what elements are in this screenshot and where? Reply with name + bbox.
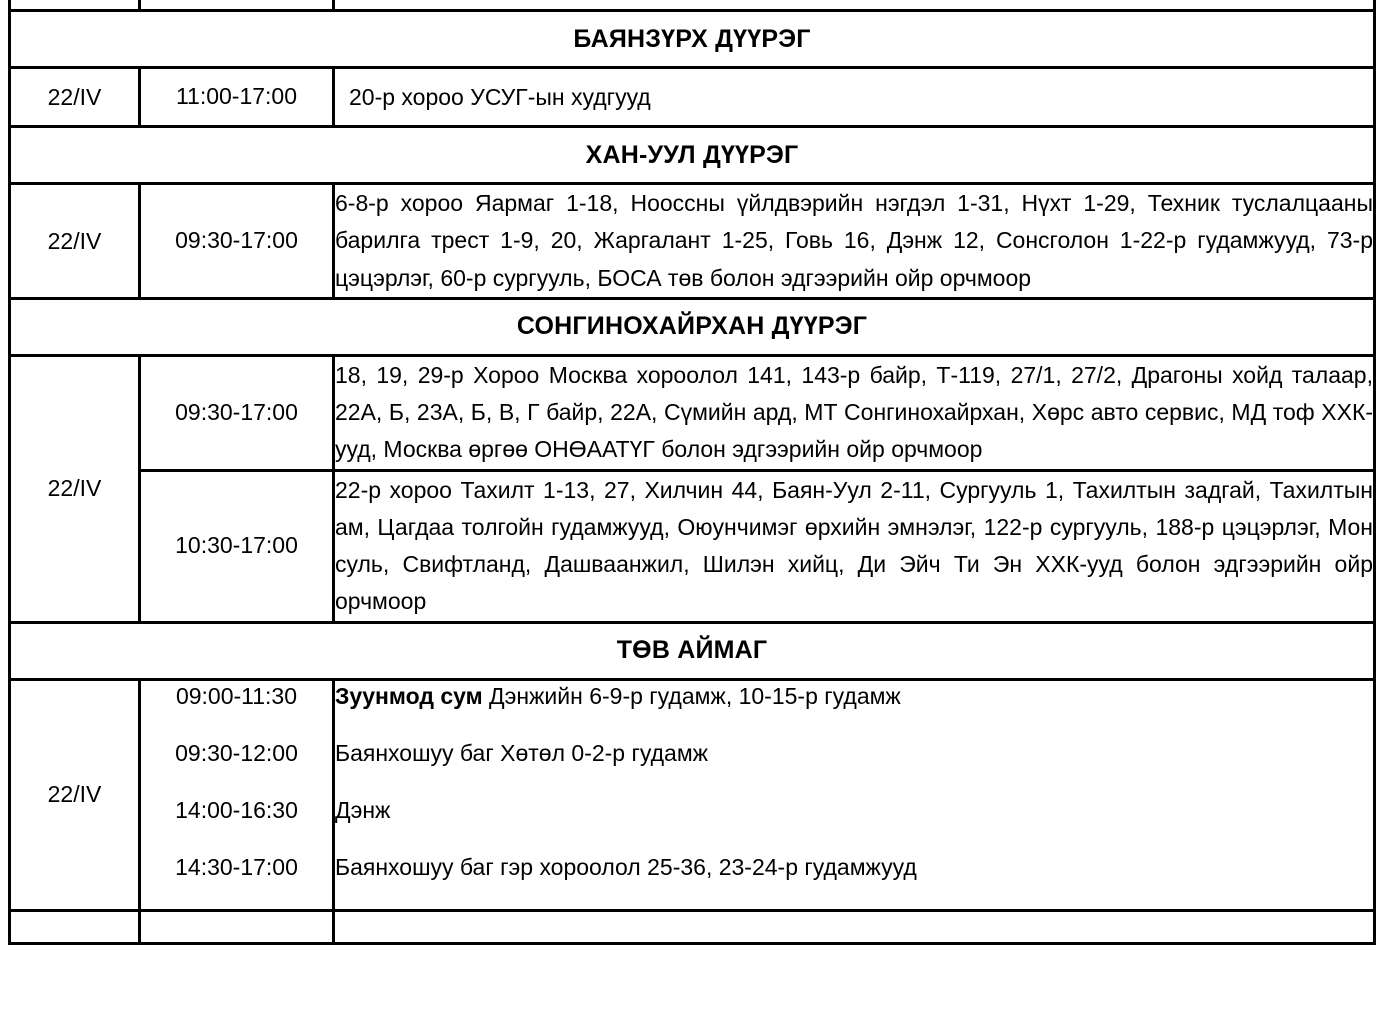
cell-time-partial bbox=[140, 910, 334, 943]
cell-detail: 22-р хороо Тахилт 1-13, 27, Хилчин 44, Баян-Уул 2-11, Сургууль 1, Тахилтын задгай, Тахилтын ам, Цагдаа толгойн гудамжууд, Оюунчимэг өрхийн эмнэлэг, 122-р сургууль, 188-р цэцэрлэг, Мон суль, Свифтланд, Дашваанжил, Шилэн хийц, Ди Эйч Ти Эн ХХК-ууд болон эдгээрийн ойр орчмоор bbox=[334, 470, 1375, 622]
table-row bbox=[10, 470, 1375, 622]
cell-time: 11:00-17:00 bbox=[140, 68, 334, 127]
table-row bbox=[10, 355, 1375, 470]
cell-detail bbox=[335, 738, 1373, 795]
cell-time: 09:00-11:30 bbox=[175, 682, 298, 709]
cell-time-list bbox=[140, 679, 334, 910]
table-row bbox=[10, 184, 1375, 299]
cell-date: 22/IV bbox=[10, 355, 140, 622]
district-header-row-tov-aimag bbox=[10, 622, 1375, 679]
cell-detail bbox=[335, 795, 1373, 852]
location-name: Зуунмод сум bbox=[335, 682, 483, 709]
district-header-row-bayanzurkh bbox=[10, 11, 1375, 68]
cell-date: 22/IV bbox=[10, 184, 140, 299]
cell-detail: 18, 19, 29-р Хороо Москва хороолол 141, 143-р байр, Т-119, 27/1, 27/2, Драгоны хойд талаар, 22А, Б, 23А, Б, В, Г байр, 22А, Сүмийн ард, МТ Сонгинохайрхан, Хөрс авто сервис, МД тоф ХХК-ууд, Москва өргөө ОНӨААТҮГ болон эдгээрийн ойр орчмоор bbox=[334, 355, 1375, 470]
location-streets: Дэнж bbox=[335, 796, 391, 823]
table-row bbox=[10, 679, 1375, 910]
cell-time: 09:30-17:00 bbox=[140, 355, 334, 470]
cell-time: 10:30-17:00 bbox=[140, 470, 334, 622]
outage-schedule-table bbox=[8, 0, 1376, 945]
cell-detail bbox=[335, 681, 1373, 738]
location-streets: Баянхошуу баг Хөтөл 0-2-р гудамж bbox=[335, 739, 709, 766]
table-row bbox=[10, 68, 1375, 127]
district-header-khan-uul: ХАН-УУЛ ДҮҮРЭГ bbox=[10, 127, 1375, 184]
cell-detail-partial bbox=[334, 0, 1375, 11]
cell-date: 22/IV bbox=[10, 68, 140, 127]
cell-time: 14:30-17:00 bbox=[175, 853, 298, 880]
cell-detail: 6-8-р хороо Яармаг 1-18, Нооссны үйлдвэрийн нэгдэл 1-31, Нүхт 1-29, Техник туслалцааны барилга трест 1-9, 20, Жаргалант 1-25, Говь 16, Дэнж 12, Сонсголон 1-22-р гудамжууд, 73-р цэцэрлэг, 60-р сургууль, БОСА төв болон эдгээрийн ойр орчмоор bbox=[334, 184, 1375, 299]
cell-date: 22/IV bbox=[10, 679, 140, 910]
table-row-partial-bottom bbox=[10, 910, 1375, 943]
cell-time: 14:00-16:30 bbox=[175, 796, 298, 823]
cell-time-partial bbox=[140, 0, 334, 11]
district-header-row-songinokhairkhan bbox=[10, 298, 1375, 355]
cell-detail-partial bbox=[334, 910, 1375, 943]
district-header-bayanzurkh: БАЯНЗҮРХ ДҮҮРЭГ bbox=[10, 11, 1375, 68]
location-streets: Дэнжийн 6-9-р гудамж, 10-15-р гудамж bbox=[482, 682, 901, 709]
district-header-tov-aimag: ТӨВ АЙМАГ bbox=[10, 622, 1375, 679]
cell-detail-list bbox=[334, 679, 1375, 910]
cell-time: 09:30-12:00 bbox=[175, 739, 298, 766]
district-header-songinokhairkhan: СОНГИНОХАЙРХАН ДҮҮРЭГ bbox=[10, 298, 1375, 355]
location-streets: Баянхошуу баг гэр хороолол 25-36, 23-24-р гудамжууд bbox=[335, 853, 917, 880]
cell-time: 09:30-17:00 bbox=[140, 184, 334, 299]
district-header-row-khan-uul bbox=[10, 127, 1375, 184]
table-row-partial-top bbox=[10, 0, 1375, 11]
cell-detail: 20-р хороо УСУГ-ын худгууд bbox=[334, 68, 1375, 127]
cell-date-partial bbox=[10, 0, 140, 11]
cell-detail bbox=[335, 852, 1373, 909]
cell-date-partial bbox=[10, 910, 140, 943]
